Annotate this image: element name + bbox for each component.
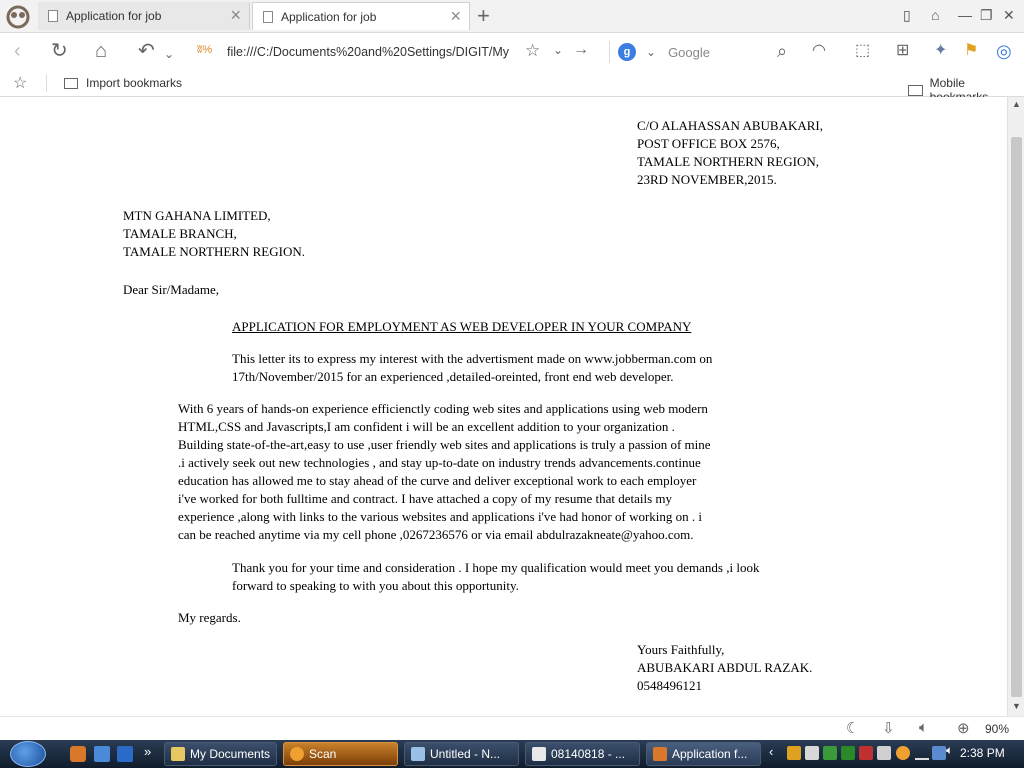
sender-address [637,117,823,189]
search-engine-icon[interactable]: g [618,43,636,61]
signature-line: ABUBAKARI ABDUL RAZAK. [637,660,813,675]
scan-icon [290,747,304,761]
tray-app-icon[interactable] [805,746,819,760]
chevron-down-icon[interactable]: ⌄ [164,47,175,61]
tab-application-2[interactable] [252,2,470,30]
close-tab-icon[interactable]: × [450,6,461,26]
browser-icon [653,747,667,761]
document-icon [532,747,546,761]
zoom-icon[interactable]: ⊕ [957,720,970,737]
document-icon [48,10,58,22]
divider [46,74,47,92]
close-tab-icon[interactable]: × [230,5,241,25]
volume-icon[interactable]: 🔈︎ [919,719,929,736]
zoom-level[interactable]: 90% [985,722,1010,736]
wifi-icon[interactable]: ◠ [812,42,826,59]
paragraph-line: education has allowed me to stay ahead of the curve and deliver exceptional work to each employer [178,473,697,488]
close-button[interactable]: ✕ [1003,7,1015,23]
search-input[interactable]: Google [668,44,710,60]
paragraph-line: 17th/November/2015 for an experienced ,detailed-oreinted, front end web developer. [232,369,674,384]
quicklaunch-browser-icon[interactable] [70,746,86,762]
paragraph-line: .i actively seek out new technologies , and stay up-to-date on industry trends advancements.continue [178,455,701,470]
more-chevron-icon[interactable]: » [144,744,152,759]
new-tab-button[interactable]: + [477,3,490,28]
bookmark-star-icon[interactable]: ☆ [13,75,28,92]
collapse-tray-icon[interactable]: ‹ [769,744,774,759]
clock[interactable]: 2:38 PM [960,746,1005,760]
signature-line: 0548496121 [637,678,702,693]
browser-logo-icon[interactable] [4,3,32,29]
paragraph-line: Thank you for your time and consideration . I hope my qualification would meet you demands ,i look [232,560,760,575]
divider [609,41,610,63]
skin-icon[interactable]: ⌂ [931,7,940,23]
salutation: Dear Sir/Madame, [123,282,220,297]
status-bar [0,716,1024,740]
paragraph-2 [178,400,711,544]
quicklaunch-app-icon[interactable] [117,746,133,762]
back-icon[interactable]: ‹ [14,40,21,62]
task-label: My Documents [190,747,271,761]
tray-app-icon[interactable] [787,746,801,760]
search-box[interactable] [618,41,778,63]
paragraph-line: i've worked for both fulltime and contract. I have attached a copy of my resume that details my [178,491,673,506]
volume-tray-icon[interactable]: 🔈︎ [946,743,954,757]
taskbar [0,740,1024,768]
folder-icon [171,747,185,761]
tray-app-icon[interactable] [859,746,873,760]
import-bookmarks-label: Import bookmarks [86,76,183,90]
apps-icon[interactable]: ⊞ [896,42,910,59]
taskbar-item-my-documents[interactable] [164,742,277,766]
signature-block [637,641,812,695]
document-icon [263,11,273,23]
notepad-icon [411,747,425,761]
task-label: Scan [309,747,337,761]
minimize-button[interactable]: — [958,7,972,23]
taskbar-item-notepad[interactable] [404,742,519,766]
signal-icon[interactable] [915,746,929,760]
mobile-bookmarks-label: Mobile [929,76,965,90]
import-icon [64,78,78,89]
paragraph-line: forward to speaking to with you about this opportunity. [232,578,519,593]
speed-icon: ʬ% [197,44,213,56]
tab-label: Application for job [281,9,377,24]
paragraph-line: HTML,CSS and Javascripts,I am confident i will be an excellent addition to your organization . [178,419,675,434]
task-label: Untitled - N... [430,747,501,761]
paragraph-1 [232,350,712,386]
taskbar-item-document[interactable] [525,742,640,766]
tray-app-icon[interactable] [896,746,910,760]
taskbar-item-application[interactable] [646,742,761,766]
address-toolbar [0,33,1024,70]
task-label: Application f... [672,747,748,761]
extension-icon[interactable]: ✦ [934,42,948,59]
refresh-icon[interactable]: ↻ [51,40,68,62]
sender-line: C/O ALAHASSAN ABUBAKARI, [637,118,823,133]
sender-line: 23RD NOVEMBER,2015. [637,172,777,187]
task-label: 08140818 - ... [551,747,626,761]
quicklaunch-desktop-icon[interactable] [94,746,110,762]
page-content [0,97,1007,716]
scroll-thumb[interactable] [1011,137,1022,697]
scroll-down-icon[interactable]: ▼ [1012,701,1021,711]
import-bookmarks-button[interactable] [64,76,182,90]
tray-app-icon[interactable] [877,746,891,760]
chevron-down-icon[interactable]: ⌄ [553,43,564,57]
search-icon[interactable]: ⌕ [777,41,788,61]
recipient-address [123,207,305,261]
vertical-scrollbar[interactable] [1007,97,1024,716]
mobile-icon [908,85,923,96]
paragraph-line: Building state-of-the-art,easy to use ,user friendly web sites and applications is truly a passion of mine [178,437,711,452]
sidebar-toggle-icon[interactable]: ▯ [903,7,911,23]
sync-icon[interactable]: ◎ [996,41,1012,61]
screenshot-icon[interactable]: ⬚ [855,42,871,59]
address-bar[interactable] [197,41,607,63]
recipient-line: MTN GAHANA LIMITED, [123,208,271,223]
star-icon[interactable]: ☆ [525,41,541,60]
closing: My regards. [178,610,241,625]
go-arrow-icon[interactable]: → [573,41,589,58]
subject-line: APPLICATION FOR EMPLOYMENT AS WEB DEVELOPER IN YOUR COMPANY [232,319,692,334]
url-text[interactable]: file:///C:/Documents%20and%20Settings/DIGIT/My [227,45,510,59]
network-icon[interactable] [932,746,946,760]
paragraph-line: This letter its to express my interest with the advertisment made on www.jobberman.com on [232,351,713,366]
paragraph-line: experience ,along with links to the various websites and applications i've had honor of working on . i [178,509,703,524]
taskbar-item-scan[interactable] [283,742,398,766]
tray-app-icon[interactable] [841,746,855,760]
bookmarks-bar [0,70,1024,97]
signature-line: Yours Faithfully, [637,642,725,657]
recipient-line: TAMALE NORTHERN REGION. [123,244,305,259]
sender-line: POST OFFICE BOX 2576, [637,136,780,151]
tab-bar [0,0,1024,33]
tab-label: Application for job [66,9,162,23]
paragraph-line: With 6 years of hands-on experience efficienctly coding web sites and applications using web modern [178,401,708,416]
game-icon[interactable]: ⚑ [964,42,979,59]
tray-app-icon[interactable] [823,746,837,760]
sender-line: TAMALE NORTHERN REGION, [637,154,819,169]
recipient-line: TAMALE BRANCH, [123,226,237,241]
paragraph-line: can be reached anytime via my cell phone ,0267236576 or via email abdulrazakneate@yahoo.com. [178,527,694,542]
chevron-down-icon[interactable]: ⌄ [646,45,657,59]
tab-application-1[interactable] [38,2,250,30]
start-button[interactable] [10,741,46,767]
undo-close-icon[interactable]: ↶ [138,40,155,62]
scroll-up-icon[interactable]: ▲ [1012,99,1021,109]
paragraph-3 [232,559,759,595]
restore-button[interactable]: ❐ [980,7,993,23]
night-mode-icon[interactable]: ☾ [846,720,860,737]
download-icon[interactable]: ⇩ [882,720,895,737]
home-icon[interactable]: ⌂ [95,40,108,62]
